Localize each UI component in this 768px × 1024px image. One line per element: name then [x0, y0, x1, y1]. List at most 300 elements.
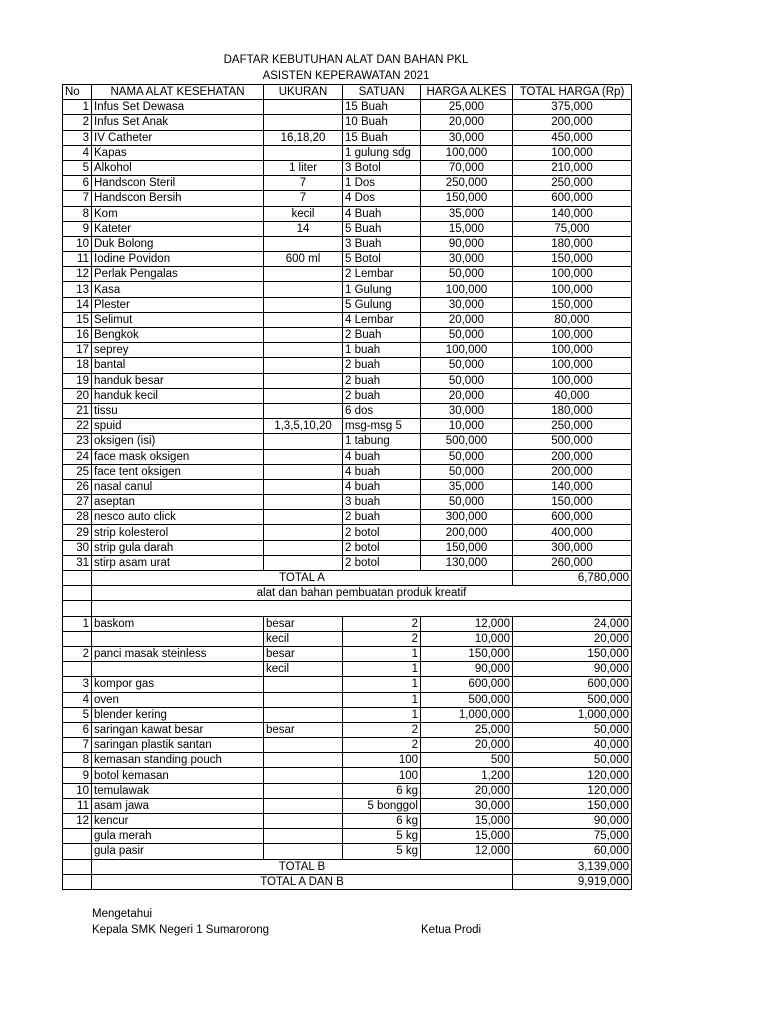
cell-nama: oven	[92, 692, 264, 707]
cell-nama	[92, 662, 264, 677]
cell-satuan: 3 Botol	[343, 160, 421, 175]
cell-harga: 1,000,000	[421, 707, 513, 722]
cell-harga: 12,000	[421, 616, 513, 631]
cell-nama: oksigen (isi)	[92, 434, 264, 449]
table-row	[63, 176, 632, 191]
cell-harga: 20,000	[421, 738, 513, 753]
cell-nama: panci masak steinless	[92, 646, 264, 661]
cell-total: 100,000	[513, 145, 632, 160]
cell-satuan: 100	[343, 768, 421, 783]
cell-ukuran	[264, 677, 343, 692]
cell-nama: baskom	[92, 616, 264, 631]
cell-no: 31	[63, 555, 92, 570]
cell-harga: 12,000	[421, 844, 513, 859]
cell-satuan: 1 buah	[343, 343, 421, 358]
cell-harga: 200,000	[421, 525, 513, 540]
cell-satuan: 5 Gulung	[343, 297, 421, 312]
cell-satuan: 5 kg	[343, 829, 421, 844]
cell-nama: saringan plastik santan	[92, 738, 264, 753]
cell-ukuran	[264, 707, 343, 722]
table-row	[63, 388, 632, 403]
cell-no: 10	[63, 783, 92, 798]
cell-nama: saringan kawat besar	[92, 722, 264, 737]
document-subtitle: ASISTEN KEPERAWATAN 2021	[262, 70, 430, 82]
cell-no: 30	[63, 540, 92, 555]
cell-satuan: 1 Dos	[343, 176, 421, 191]
cell-no: 12	[63, 267, 92, 282]
total-a-value: 6,780,000	[513, 571, 632, 586]
table-row	[63, 814, 632, 829]
cell-no: 14	[63, 297, 92, 312]
cell-ukuran: besar	[264, 616, 343, 631]
cell-empty	[63, 859, 92, 874]
cell-total: 90,000	[513, 662, 632, 677]
table-row	[63, 540, 632, 555]
table-row	[63, 221, 632, 236]
cell-total: 250,000	[513, 419, 632, 434]
cell-ukuran: 1 liter	[264, 160, 343, 175]
table-row	[63, 312, 632, 327]
table-row	[63, 328, 632, 343]
cell-total: 600,000	[513, 510, 632, 525]
cell-ukuran	[264, 692, 343, 707]
cell-no: 22	[63, 419, 92, 434]
cell-satuan: 6 dos	[343, 403, 421, 418]
table-row	[63, 449, 632, 464]
cell-harga: 250,000	[421, 176, 513, 191]
table-row	[63, 297, 632, 312]
header-satuan: SATUAN	[343, 85, 421, 100]
cell-ukuran	[264, 145, 343, 160]
table-row	[63, 358, 632, 373]
table-row	[63, 145, 632, 160]
cell-harga: 150,000	[421, 646, 513, 661]
cell-nama: Plester	[92, 297, 264, 312]
cell-harga: 100,000	[421, 282, 513, 297]
cell-satuan: 2	[343, 631, 421, 646]
cell-ukuran	[264, 525, 343, 540]
cell-satuan: 2 botol	[343, 555, 421, 570]
cell-ukuran	[264, 328, 343, 343]
cell-satuan: 10 Buah	[343, 115, 421, 130]
cell-ukuran	[264, 267, 343, 282]
cell-ukuran	[264, 814, 343, 829]
cell-nama: stirp asam urat	[92, 555, 264, 570]
cell-total: 50,000	[513, 753, 632, 768]
cell-harga: 15,000	[421, 814, 513, 829]
table-row	[63, 403, 632, 418]
cell-total: 260,000	[513, 555, 632, 570]
cell-satuan: 2 Buah	[343, 328, 421, 343]
cell-harga: 50,000	[421, 328, 513, 343]
cell-satuan: 1	[343, 646, 421, 661]
cell-no: 20	[63, 388, 92, 403]
cell-total: 60,000	[513, 844, 632, 859]
table-row	[63, 555, 632, 570]
table-row	[63, 677, 632, 692]
cell-nama	[92, 631, 264, 646]
cell-total: 200,000	[513, 115, 632, 130]
cell-ukuran: besar	[264, 646, 343, 661]
cell-harga: 50,000	[421, 495, 513, 510]
cell-ukuran	[264, 464, 343, 479]
cell-total: 100,000	[513, 282, 632, 297]
cell-ukuran	[264, 738, 343, 753]
cell-nama: Kom	[92, 206, 264, 221]
cell-ukuran	[264, 297, 343, 312]
cell-nama: strip gula darah	[92, 540, 264, 555]
cell-harga: 30,000	[421, 798, 513, 813]
cell-no	[63, 662, 92, 677]
cell-ukuran: besar	[264, 722, 343, 737]
cell-ukuran: kecil	[264, 662, 343, 677]
cell-no: 7	[63, 738, 92, 753]
cell-satuan: 2 buah	[343, 510, 421, 525]
cell-nama: temulawak	[92, 783, 264, 798]
cell-harga: 100,000	[421, 343, 513, 358]
cell-total: 210,000	[513, 160, 632, 175]
cell-nama: Perlak Pengalas	[92, 267, 264, 282]
cell-satuan: 3 Buah	[343, 236, 421, 251]
table-row	[63, 206, 632, 221]
table-row	[63, 829, 632, 844]
cell-ukuran	[264, 449, 343, 464]
cell-ukuran	[264, 555, 343, 570]
cell-satuan: 2	[343, 722, 421, 737]
cell-total: 24,000	[513, 616, 632, 631]
cell-satuan: 1	[343, 707, 421, 722]
cell-no: 4	[63, 692, 92, 707]
cell-satuan: 2 buah	[343, 388, 421, 403]
cell-ukuran: 600 ml	[264, 252, 343, 267]
cell-total: 100,000	[513, 343, 632, 358]
cell-ukuran: 16,18,20	[264, 130, 343, 145]
cell-nama: nesco auto click	[92, 510, 264, 525]
table-row	[63, 464, 632, 479]
cell-no: 12	[63, 814, 92, 829]
cell-satuan: 6 kg	[343, 783, 421, 798]
cell-no	[63, 844, 92, 859]
cell-total: 180,000	[513, 236, 632, 251]
footer-ketua: Ketua Prodi	[421, 924, 482, 936]
table-row	[63, 646, 632, 661]
cell-total: 100,000	[513, 267, 632, 282]
cell-total: 150,000	[513, 495, 632, 510]
cell-no: 21	[63, 403, 92, 418]
cell-nama: strip kolesterol	[92, 525, 264, 540]
cell-satuan: 4 buah	[343, 449, 421, 464]
cell-total: 375,000	[513, 100, 632, 115]
cell-ukuran: 14	[264, 221, 343, 236]
cell-harga: 20,000	[421, 115, 513, 130]
cell-total: 150,000	[513, 297, 632, 312]
cell-no: 2	[63, 646, 92, 661]
cell-no: 18	[63, 358, 92, 373]
table-row	[63, 252, 632, 267]
cell-no: 3	[63, 130, 92, 145]
cell-harga: 15,000	[421, 829, 513, 844]
cell-no: 16	[63, 328, 92, 343]
cell-ukuran	[264, 783, 343, 798]
cell-total: 600,000	[513, 191, 632, 206]
total-a-label: TOTAL A	[92, 571, 513, 586]
header-total: TOTAL HARGA (Rp)	[513, 85, 632, 100]
cell-ukuran	[264, 510, 343, 525]
cell-total: 200,000	[513, 449, 632, 464]
cell-harga: 150,000	[421, 540, 513, 555]
cell-no: 25	[63, 464, 92, 479]
cell-satuan: 5 kg	[343, 844, 421, 859]
cell-ukuran	[264, 540, 343, 555]
cell-total: 150,000	[513, 646, 632, 661]
cell-total: 140,000	[513, 206, 632, 221]
cell-nama: face tent oksigen	[92, 464, 264, 479]
cell-nama: Kapas	[92, 145, 264, 160]
cell-no: 2	[63, 115, 92, 130]
cell-harga: 30,000	[421, 252, 513, 267]
cell-harga: 50,000	[421, 449, 513, 464]
cell-ukuran: kecil	[264, 206, 343, 221]
cell-harga: 50,000	[421, 358, 513, 373]
cell-ukuran: 7	[264, 191, 343, 206]
table-row	[63, 236, 632, 251]
cell-ukuran	[264, 479, 343, 494]
table-row	[63, 616, 632, 631]
cell-harga: 50,000	[421, 464, 513, 479]
cell-satuan: 1 tabung	[343, 434, 421, 449]
cell-total: 75,000	[513, 221, 632, 236]
cell-total: 450,000	[513, 130, 632, 145]
total-b-value: 3,139,000	[513, 859, 632, 874]
total-b-label: TOTAL B	[92, 859, 513, 874]
cell-nama: face mask oksigen	[92, 449, 264, 464]
header-harga: HARGA ALKES	[421, 85, 513, 100]
table-row	[63, 191, 632, 206]
header-row	[63, 85, 632, 100]
cell-no: 10	[63, 236, 92, 251]
cell-total: 40,000	[513, 738, 632, 753]
total-b-row	[63, 859, 632, 874]
cell-no: 28	[63, 510, 92, 525]
cell-total: 400,000	[513, 525, 632, 540]
table-row	[63, 692, 632, 707]
cell-nama: Alkohol	[92, 160, 264, 175]
cell-ukuran	[264, 829, 343, 844]
cell-harga: 30,000	[421, 130, 513, 145]
cell-no: 11	[63, 252, 92, 267]
cell-nama: gula merah	[92, 829, 264, 844]
cell-harga: 50,000	[421, 373, 513, 388]
cell-no: 29	[63, 525, 92, 540]
cell-satuan: 1	[343, 692, 421, 707]
blank-row	[63, 601, 632, 616]
cell-satuan: 2 botol	[343, 525, 421, 540]
cell-total: 100,000	[513, 358, 632, 373]
cell-nama: Iodine Povidon	[92, 252, 264, 267]
cell-ukuran	[264, 373, 343, 388]
cell-harga: 150,000	[421, 191, 513, 206]
cell-ukuran	[264, 100, 343, 115]
total-a-row	[63, 571, 632, 586]
cell-nama: Handscon Bersih	[92, 191, 264, 206]
table-row	[63, 631, 632, 646]
cell-satuan: 1	[343, 677, 421, 692]
cell-total: 600,000	[513, 677, 632, 692]
cell-satuan: 2	[343, 616, 421, 631]
cell-ukuran	[264, 343, 343, 358]
cell-satuan: 4 Buah	[343, 206, 421, 221]
cell-no: 11	[63, 798, 92, 813]
cell-nama: IV Catheter	[92, 130, 264, 145]
cell-total: 80,000	[513, 312, 632, 327]
cell-total: 300,000	[513, 540, 632, 555]
cell-harga: 10,000	[421, 631, 513, 646]
table-row	[63, 844, 632, 859]
cell-total: 100,000	[513, 373, 632, 388]
cell-total: 90,000	[513, 814, 632, 829]
cell-ukuran	[264, 358, 343, 373]
cell-ukuran: kecil	[264, 631, 343, 646]
cell-no: 27	[63, 495, 92, 510]
cell-no: 19	[63, 373, 92, 388]
cell-satuan: 3 buah	[343, 495, 421, 510]
table-row	[63, 434, 632, 449]
cell-satuan: 1 Gulung	[343, 282, 421, 297]
cell-harga: 500	[421, 753, 513, 768]
cell-nama: kemasan standing pouch	[92, 753, 264, 768]
cell-harga: 15,000	[421, 221, 513, 236]
table-row	[63, 753, 632, 768]
cell-harga: 30,000	[421, 297, 513, 312]
cell-harga: 30,000	[421, 403, 513, 418]
table-row	[63, 798, 632, 813]
cell-no: 5	[63, 707, 92, 722]
header-no: No	[63, 85, 92, 100]
requirements-table	[62, 84, 632, 890]
cell-nama: seprey	[92, 343, 264, 358]
cell-harga: 20,000	[421, 783, 513, 798]
cell-harga: 90,000	[421, 662, 513, 677]
cell-total: 500,000	[513, 692, 632, 707]
cell-satuan: 2	[343, 738, 421, 753]
cell-total: 75,000	[513, 829, 632, 844]
cell-ukuran	[264, 495, 343, 510]
cell-harga: 100,000	[421, 145, 513, 160]
cell-no: 9	[63, 221, 92, 236]
cell-no: 8	[63, 206, 92, 221]
cell-satuan: 2 Lembar	[343, 267, 421, 282]
cell-total: 140,000	[513, 479, 632, 494]
cell-ukuran	[264, 798, 343, 813]
cell-harga: 10,000	[421, 419, 513, 434]
table-row	[63, 738, 632, 753]
cell-no: 24	[63, 449, 92, 464]
table-row	[63, 130, 632, 145]
cell-total: 120,000	[513, 783, 632, 798]
table-row	[63, 783, 632, 798]
total-ab-label: TOTAL A DAN B	[92, 874, 513, 889]
cell-nama: gula pasir	[92, 844, 264, 859]
cell-total: 100,000	[513, 328, 632, 343]
header-nama: NAMA ALAT KESEHATAN	[92, 85, 264, 100]
cell-empty	[63, 874, 92, 889]
cell-no: 8	[63, 753, 92, 768]
table-row	[63, 115, 632, 130]
cell-no: 9	[63, 768, 92, 783]
header-ukuran: UKURAN	[264, 85, 343, 100]
cell-nama: Infus Set Dewasa	[92, 100, 264, 115]
footer-kepala: Kepala SMK Negeri 1 Sumarorong	[92, 924, 270, 936]
table-row	[63, 343, 632, 358]
cell-satuan: 5 bonggol	[343, 798, 421, 813]
total-ab-row	[63, 874, 632, 889]
cell-nama: tissu	[92, 403, 264, 418]
table-row	[63, 282, 632, 297]
cell-harga: 20,000	[421, 388, 513, 403]
cell-nama: Bengkok	[92, 328, 264, 343]
total-ab-value: 9,919,000	[513, 874, 632, 889]
cell-empty	[63, 586, 92, 601]
cell-satuan: 2 buah	[343, 373, 421, 388]
cell-satuan: 4 Lembar	[343, 312, 421, 327]
cell-ukuran	[264, 282, 343, 297]
cell-nama: Kateter	[92, 221, 264, 236]
cell-no: 15	[63, 312, 92, 327]
cell-harga: 300,000	[421, 510, 513, 525]
cell-harga: 600,000	[421, 677, 513, 692]
cell-satuan: msg-msg 5	[343, 419, 421, 434]
cell-ukuran	[264, 388, 343, 403]
cell-nama: nasal canul	[92, 479, 264, 494]
cell-ukuran	[264, 115, 343, 130]
cell-ukuran	[264, 768, 343, 783]
cell-ukuran	[264, 844, 343, 859]
cell-harga: 50,000	[421, 267, 513, 282]
cell-total: 20,000	[513, 631, 632, 646]
cell-nama: Selimut	[92, 312, 264, 327]
table-row	[63, 100, 632, 115]
cell-harga: 90,000	[421, 236, 513, 251]
cell-nama: botol kemasan	[92, 768, 264, 783]
cell-nama: handuk kecil	[92, 388, 264, 403]
cell-total: 180,000	[513, 403, 632, 418]
cell-empty	[63, 571, 92, 586]
cell-nama: kencur	[92, 814, 264, 829]
document-title: DAFTAR KEBUTUHAN ALAT DAN BAHAN PKL	[223, 54, 469, 66]
cell-nama: handuk besar	[92, 373, 264, 388]
cell-total: 150,000	[513, 798, 632, 813]
cell-no: 26	[63, 479, 92, 494]
cell-no: 4	[63, 145, 92, 160]
cell-no: 3	[63, 677, 92, 692]
section-b-title-row	[63, 586, 632, 601]
cell-nama: spuid	[92, 419, 264, 434]
cell-no: 5	[63, 160, 92, 175]
table-row	[63, 768, 632, 783]
cell-total: 200,000	[513, 464, 632, 479]
cell-satuan: 1 gulung sdg	[343, 145, 421, 160]
cell-ukuran	[264, 753, 343, 768]
cell-satuan: 2 buah	[343, 358, 421, 373]
cell-total: 250,000	[513, 176, 632, 191]
cell-nama: Duk Bolong	[92, 236, 264, 251]
cell-total: 150,000	[513, 252, 632, 267]
cell-satuan: 5 Buah	[343, 221, 421, 236]
table-row	[63, 525, 632, 540]
cell-no: 1	[63, 616, 92, 631]
cell-ukuran	[264, 312, 343, 327]
table-row	[63, 373, 632, 388]
